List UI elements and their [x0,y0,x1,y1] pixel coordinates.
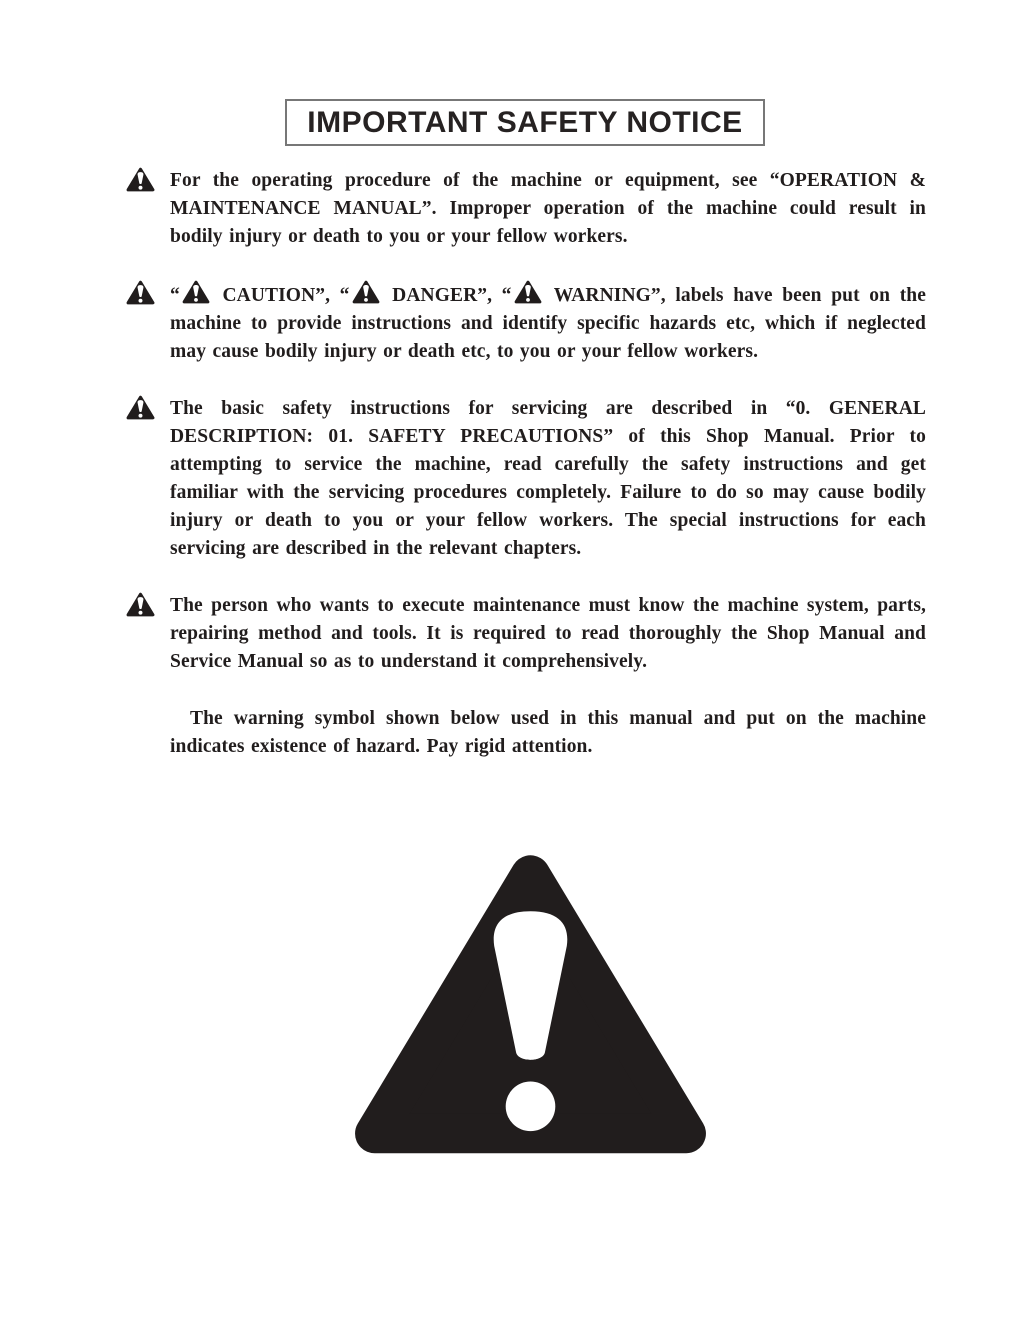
warning-triangle-icon [126,395,155,420]
warning-triangle-icon [349,846,712,1161]
warning-triangle-icon [182,280,210,304]
paragraph-basic-safety-instructions [132,395,926,563]
paragraph-text-part: “ [170,285,180,306]
paragraph-text: The warning symbol shown below used in this manual and put on the machine indicates existence of hazard. Pay rigid attention. [170,708,926,757]
paragraph-text: For the operating procedure of the machine or equipment, see “OPERATION & MAINTENANCE MANUAL”. Improper operation of the machine could result in bodily injury or death to you or your fellow workers. [170,170,926,247]
paragraph-maintenance-knowledge [132,592,926,676]
warning-triangle-icon [126,592,155,617]
paragraph-text [170,285,926,362]
paragraph-text-part: DANGER”, “ [382,285,512,306]
page-title: IMPORTANT SAFETY NOTICE [307,105,743,139]
content-area [132,167,926,761]
paragraph-operation-procedure [132,167,926,251]
warning-triangle-icon [352,280,380,304]
paragraph-text: The person who wants to execute maintenance must know the machine system, parts, repairing method and tools. It is required to read thoroughly the Shop Manual and Service Manual so as to understand it comprehensively. [170,595,926,672]
paragraph-warning-symbol-note [132,705,926,761]
paragraph-text-part: WARNING”, labels have been put on the machine to provide instructions and identify specific hazards etc, which if neglected may cause bodily injury or death etc, to you or your fellow workers. [170,285,926,362]
warning-triangle-icon [126,280,155,305]
page-title-box [285,99,765,146]
warning-triangle-icon [514,280,542,304]
paragraph-hazard-labels [132,280,926,366]
paragraph-text: The basic safety instructions for servicing are described in “0. GENERAL DESCRIPTION: 01. SAFETY PRECAUTIONS” of this Shop Manual. Prior to attempting to service the machine, read carefully the safety instructions and get familiar with the servicing procedures completely. Failure to do so may cause bodily injury or death to you or your fellow workers. The special instructions for each servicing are described in the relevant chapters. [170,398,926,559]
paragraph-text-part: CAUTION”, “ [212,285,350,306]
hazard-warning-symbol [349,846,712,1161]
warning-triangle-icon [126,167,155,192]
